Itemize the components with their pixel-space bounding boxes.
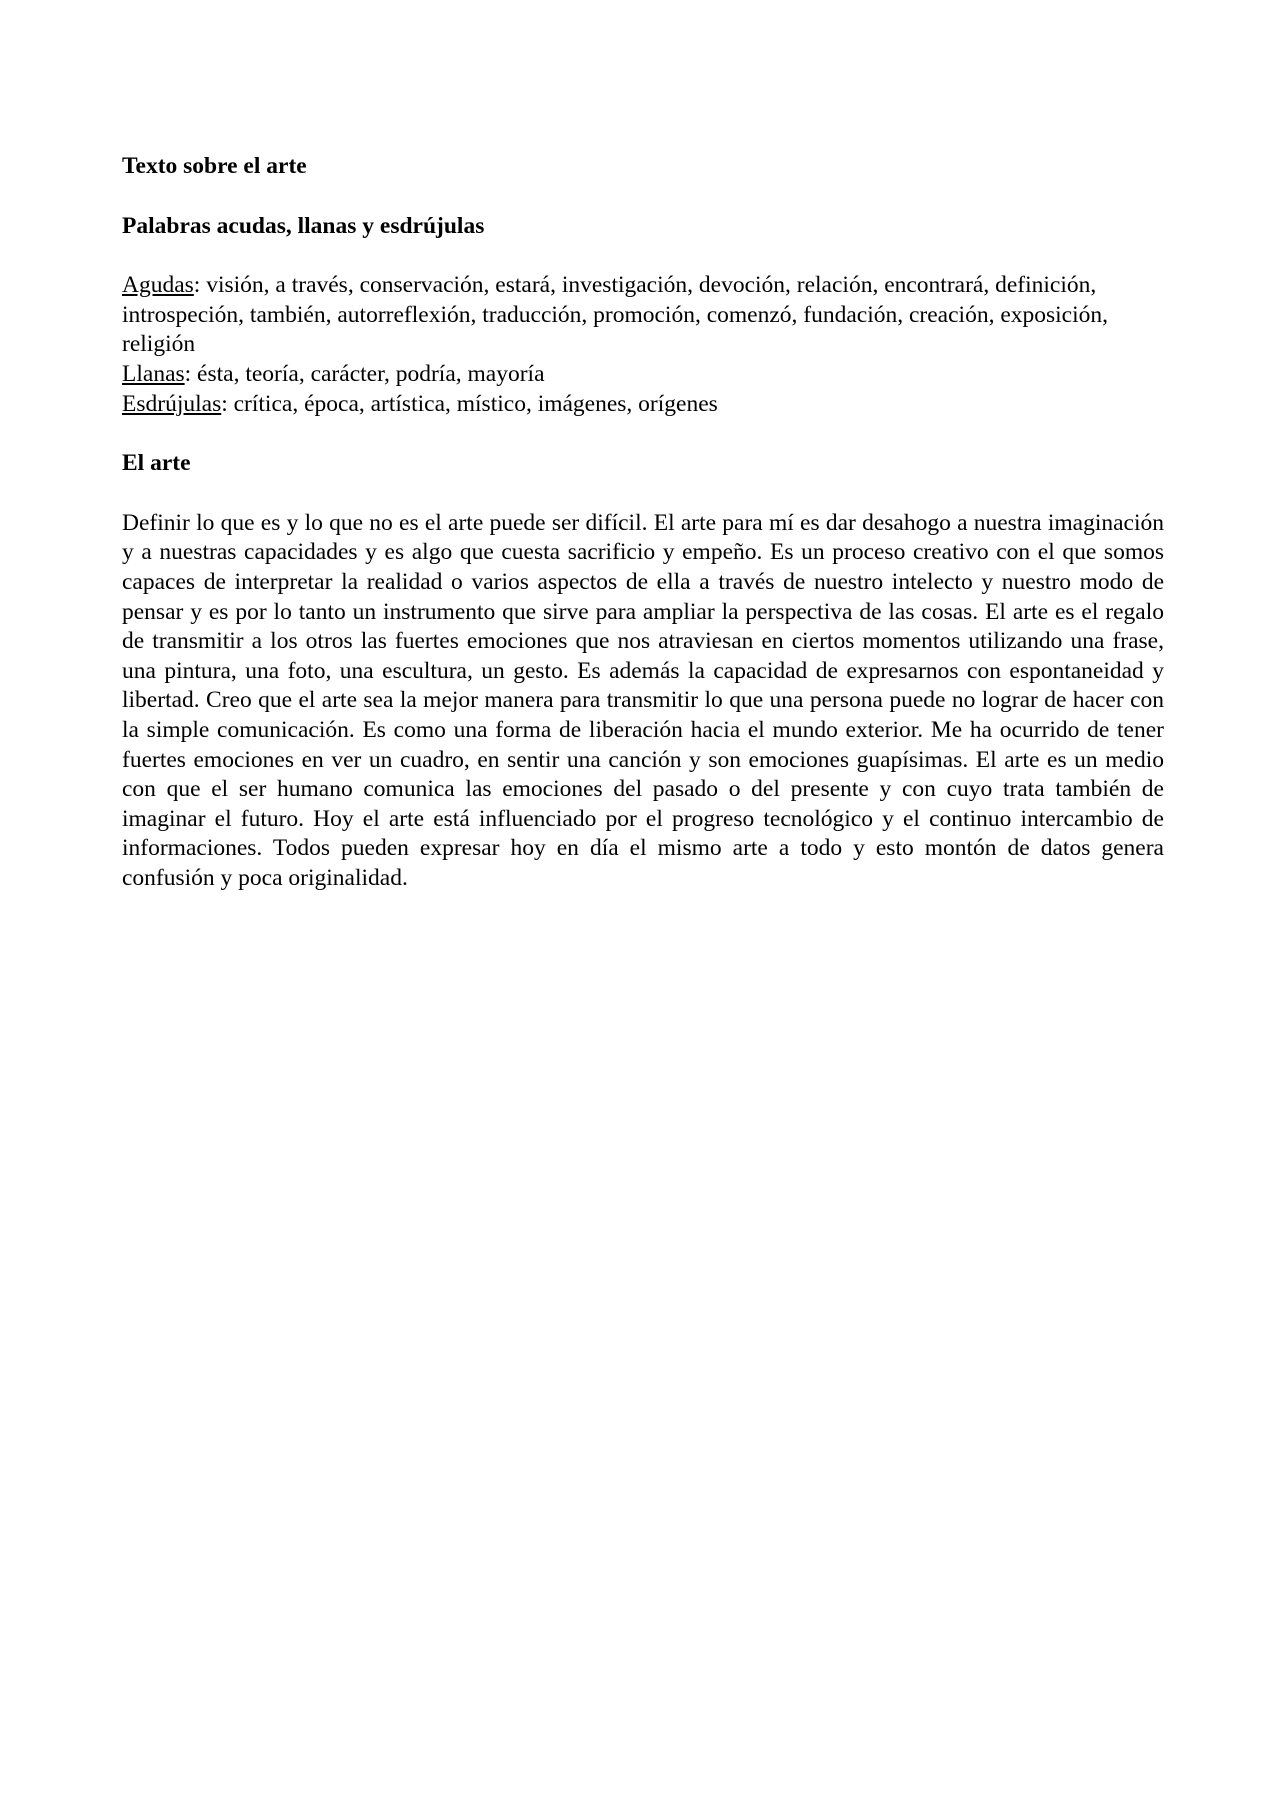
category-label-esdrujulas: Esdrújulas (122, 390, 222, 417)
word-category-list (122, 271, 1164, 419)
category-words-agudas: : visión, a través, conservación, estará, investigación, devoción, relación, encontrará, definición, introspeción, también, autorreflexión, traducción, promoción, comenzó, fundación, creación, exposición, religión (122, 272, 1109, 358)
category-label-agudas: Agudas (122, 272, 194, 299)
document-title: Texto sobre el arte (122, 153, 307, 179)
body-paragraph: Definir lo que es y lo que no es el arte puede ser difícil. El arte para mí es dar desahogo a nuestra imaginación y a nuestras capacidades y es algo que cuesta sacrificio y empeño. Es un proceso creativo con el que somos capaces de interpretar la realidad o varios aspectos de ella a través de nuestro intelecto y nuestro modo de pensar y es por lo tanto un instrumento que sirve para ampliar la perspectiva de las cosas. El arte es el regalo de transmitir a los otros las fuertes emociones que nos atraviesan en ciertos momentos utilizando una frase, una pintura, una foto, una escultura, un gesto. Es además la capacidad de expresarnos con espontaneidad y libertad. Creo que el arte sea la mejor manera para transmitir lo que una persona puede no lograr de hacer con la simple comunicación. Es como una forma de liberación hacia el mundo exterior. Me ha ocurrido de tener fuertes emociones en ver un cuadro, en sentir una canción y son emociones guapísimas. El arte es un medio con que el ser humano comunica las emociones del pasado o del presente y con cuyo trata también de imaginar el futuro. Hoy el arte está influenciado por el progreso tecnológico y el continuo intercambio de informaciones. Todos pueden expresar hoy en día el mismo arte a todo y esto montón de datos genera confusión y poca originalidad. (122, 509, 1164, 891)
category-esdrujulas (122, 390, 1164, 420)
category-label-llanas: Llanas (122, 360, 185, 387)
category-llanas (122, 360, 1164, 390)
category-agudas (122, 271, 1164, 360)
section-heading: El arte (122, 450, 191, 477)
category-words-esdrujulas: : crítica, época, artística, místico, imágenes, orígenes (221, 390, 718, 417)
category-words-llanas: : ésta, teoría, carácter, podría, mayoría (184, 360, 545, 387)
word-types-heading: Palabras acudas, llanas y esdrújulas (122, 212, 485, 239)
document-body (122, 152, 1164, 893)
